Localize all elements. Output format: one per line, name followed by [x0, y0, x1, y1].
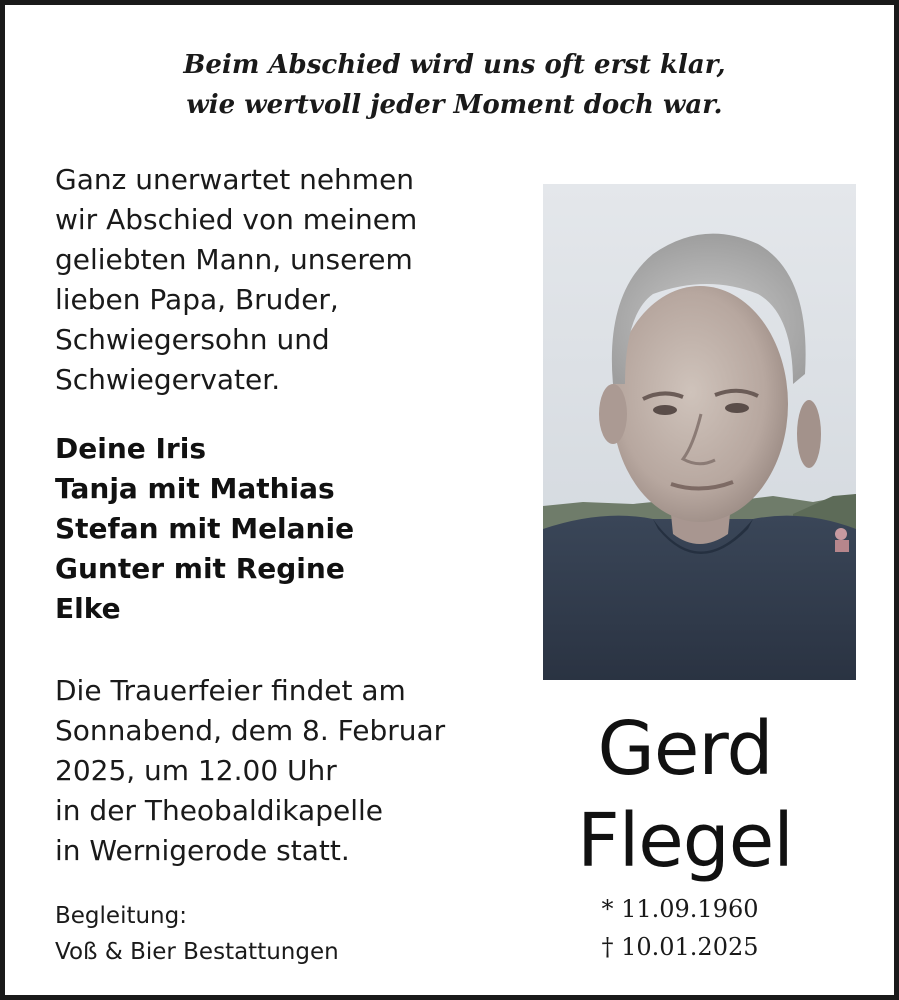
intro-line: Schwiegersohn und [55, 323, 330, 356]
funeral-home-name: Voß & Bier Bestattungen [55, 939, 339, 965]
portrait-photo [543, 184, 856, 680]
deceased-first-name: Gerd [597, 706, 773, 792]
mourner-name: Deine Iris [55, 432, 206, 465]
deceased-last-name: Flegel [577, 798, 793, 884]
intro-line: Schwiegervater. [55, 363, 281, 396]
funeral-home-label: Begleitung: [55, 903, 187, 929]
deceased-name [545, 703, 825, 887]
service-line: 2025, um 12.00 Uhr [55, 754, 337, 787]
mourner-name: Gunter mit Regine [55, 552, 345, 585]
intro-text [55, 160, 495, 400]
life-dates [565, 890, 795, 966]
intro-line: Ganz unerwartet nehmen [55, 163, 415, 196]
mourner-name: Stefan mit Melanie [55, 512, 355, 545]
service-line: in der Theobaldikapelle [55, 794, 383, 827]
funeral-home [55, 898, 495, 970]
intro-line: wir Abschied von meinem [55, 203, 418, 236]
intro-line: lieben Papa, Bruder, [55, 283, 339, 316]
birth-date: * 11.09.1960 [601, 895, 759, 923]
death-date: † 10.01.2025 [601, 933, 759, 961]
intro-line: geliebten Mann, unserem [55, 243, 413, 276]
mourner-name: Elke [55, 592, 121, 625]
service-details [55, 671, 515, 871]
service-line: in Wernigerode statt. [55, 834, 350, 867]
motto-line-1: Beim Abschied wird uns oft erst klar, [183, 50, 726, 80]
mourner-name: Tanja mit Mathias [55, 472, 335, 505]
service-line: Die Trauerfeier findet am [55, 674, 406, 707]
motto [5, 45, 899, 125]
mourners-list [55, 429, 495, 629]
service-line: Sonnabend, dem 8. Februar [55, 714, 446, 747]
motto-line-2: wie wertvoll jeder Moment doch war. [186, 90, 723, 120]
